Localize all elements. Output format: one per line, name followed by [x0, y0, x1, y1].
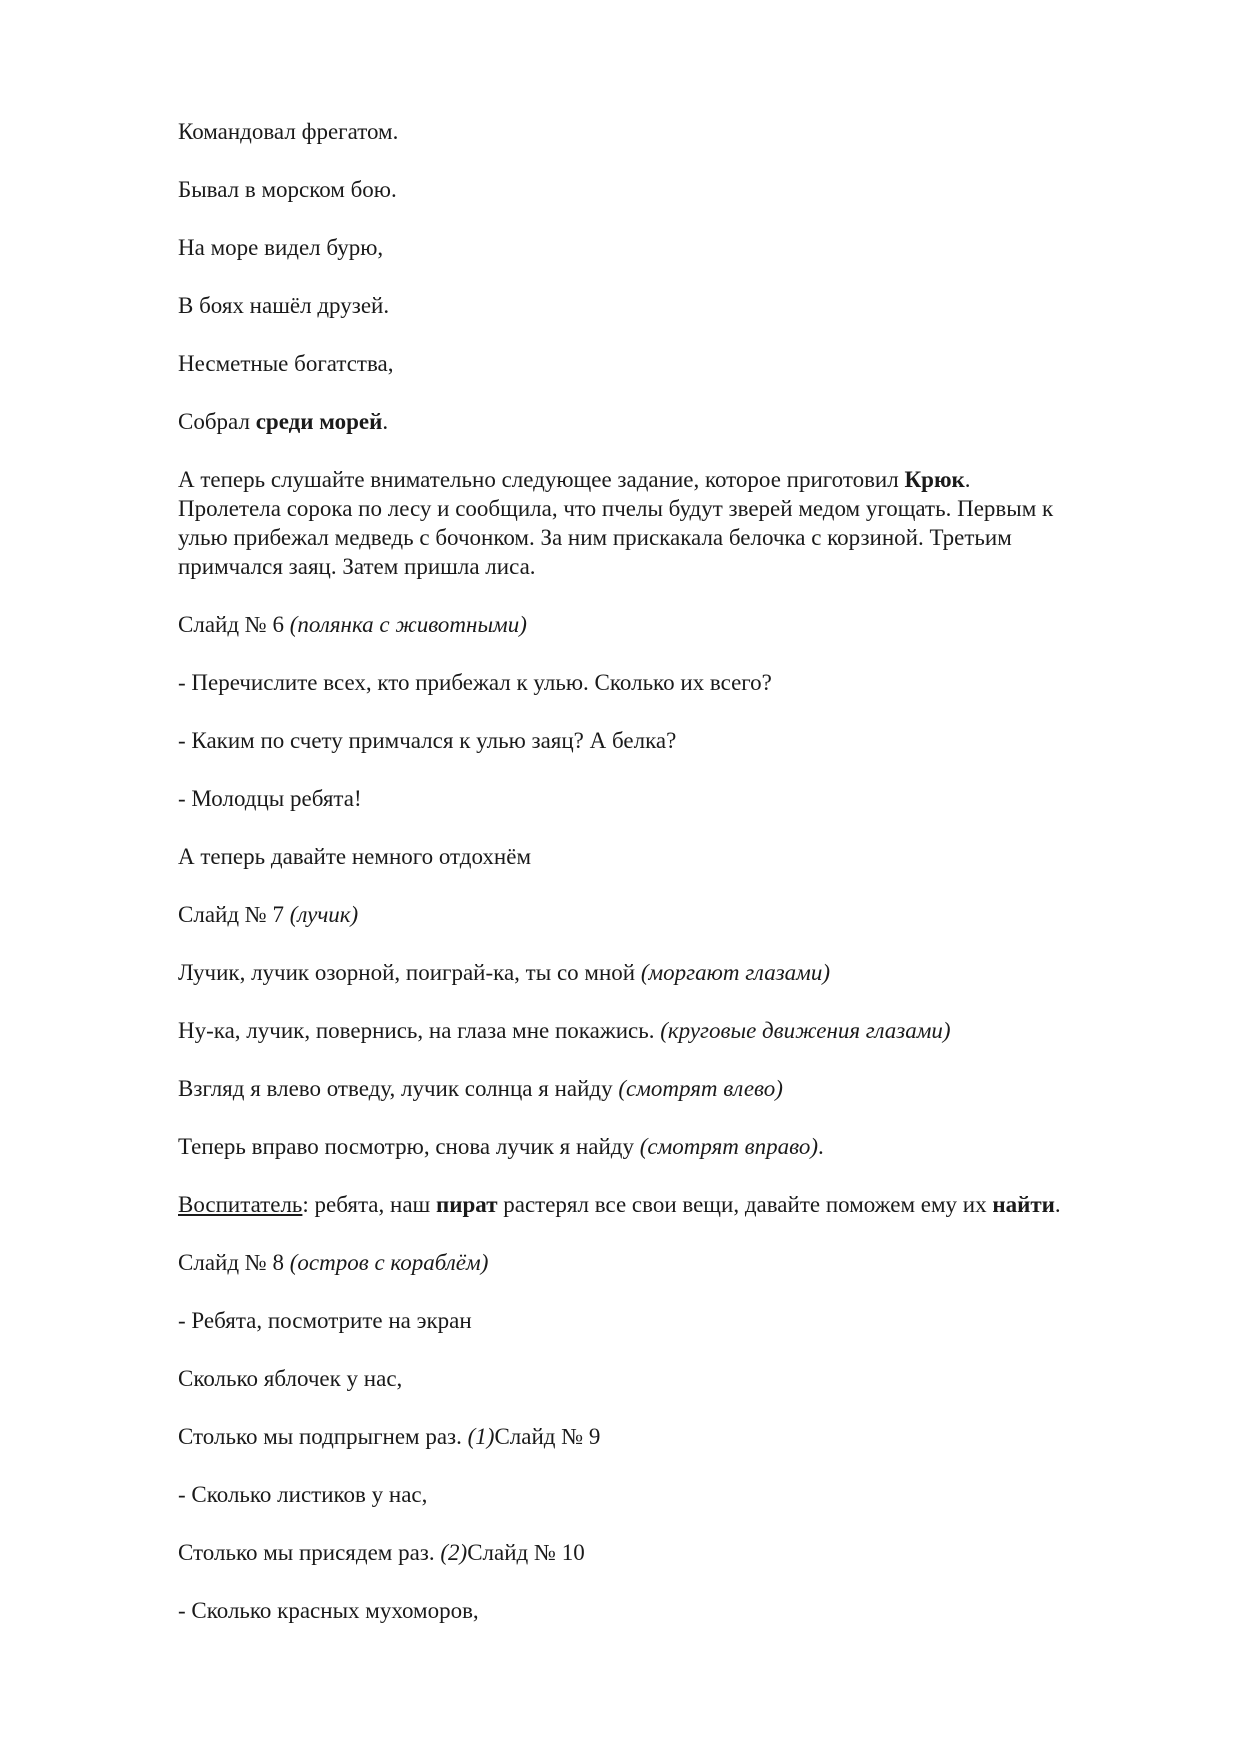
- paragraph: [178, 1190, 1158, 1219]
- paragraph: Сколько яблочек у нас,: [178, 1366, 403, 1391]
- italic-note: (круговые движения глазами): [660, 1018, 951, 1043]
- text-run: А теперь слушайте внимательно следующее задание, которое приготовил: [178, 467, 905, 492]
- text-run: растерял все свои вещи, давайте поможем ему их: [497, 1192, 993, 1217]
- text-run: Слайд № 8: [178, 1250, 290, 1275]
- text-run: Теперь вправо посмотрю, снова лучик я найду: [178, 1134, 640, 1159]
- paragraph: А теперь давайте немного отдохнём: [178, 844, 532, 869]
- italic-note: (остров с кораблём): [289, 1250, 489, 1275]
- paragraph: - Каким по счету примчался к улью заяц? А белка?: [178, 728, 677, 753]
- slide-heading: [178, 900, 1158, 929]
- paragraph: - Сколько красных мухоморов,: [178, 1598, 479, 1623]
- italic-note: (2): [440, 1540, 468, 1565]
- text-run: Слайд № 6: [178, 612, 290, 637]
- paragraph: [178, 407, 1158, 436]
- paragraph: [178, 1538, 1158, 1567]
- paragraph: Командовал фрегатом.: [178, 119, 399, 144]
- text-run: .: [964, 467, 971, 492]
- paragraph: В боях нашёл друзей.: [178, 293, 390, 318]
- italic-note: (1): [467, 1424, 495, 1449]
- bold-text: Крюк: [904, 467, 965, 492]
- bold-text: пират: [436, 1192, 498, 1217]
- paragraph: - Молодцы ребята!: [178, 786, 362, 811]
- paragraph-line: [178, 465, 1158, 494]
- italic-note: (смотрят вправо): [639, 1134, 818, 1159]
- slide-heading: [178, 610, 1158, 639]
- text-run: Столько мы присядем раз.: [178, 1540, 441, 1565]
- paragraph: - Перечислите всех, кто прибежал к улью. Сколько их всего?: [178, 670, 772, 695]
- paragraph: Несметные богатства,: [178, 351, 394, 376]
- italic-note: (моргают глазами): [640, 960, 831, 985]
- text-run: .: [382, 409, 389, 434]
- bold-text: среди морей: [255, 409, 383, 434]
- text-run: Слайд № 9: [494, 1424, 601, 1449]
- text-run: Столько мы подпрыгнем раз.: [178, 1424, 468, 1449]
- paragraph: Бывал в морском бою.: [178, 177, 397, 202]
- paragraph: На море видел бурю,: [178, 235, 384, 260]
- document-body: [178, 117, 1158, 1654]
- paragraph-line: примчался заяц. Затем пришла лиса.: [178, 554, 536, 579]
- italic-note: (смотрят влево): [618, 1076, 783, 1101]
- text-run: : ребята, наш: [302, 1192, 436, 1217]
- text-run: Слайд № 10: [467, 1540, 585, 1565]
- paragraph-line: Пролетела сорока по лесу и сообщила, что пчелы будут зверей медом угощать. Первым к: [178, 496, 1054, 521]
- paragraph: [178, 1016, 1158, 1045]
- slide-heading: [178, 1248, 1158, 1277]
- text-run: Лучик, лучик озорной, поиграй-ка, ты со мной: [178, 960, 641, 985]
- paragraph: [178, 1132, 1158, 1161]
- text-run: Слайд № 7: [178, 902, 290, 927]
- task-paragraph: [178, 465, 1158, 581]
- speaker-label: Воспитатель: [178, 1192, 303, 1217]
- paragraph-line: улью прибежал медведь с бочонком. За ним прискакала белочка с корзиной. Третьим: [178, 525, 1012, 550]
- italic-note: (полянка с животными): [289, 612, 527, 637]
- paragraph: [178, 958, 1158, 987]
- text-run: Ну-ка, лучик, повернись, на глаза мне покажись.: [178, 1018, 661, 1043]
- text-run: .: [1054, 1192, 1061, 1217]
- text-run: Собрал: [178, 409, 256, 434]
- italic-note: (лучик): [289, 902, 359, 927]
- paragraph: - Сколько листиков у нас,: [178, 1482, 428, 1507]
- bold-text: найти: [992, 1192, 1055, 1217]
- paragraph: [178, 1422, 1158, 1451]
- paragraph: [178, 1074, 1158, 1103]
- paragraph: - Ребята, посмотрите на экран: [178, 1308, 472, 1333]
- text-run: .: [817, 1134, 824, 1159]
- text-run: Взгляд я влево отведу, лучик солнца я найду: [178, 1076, 619, 1101]
